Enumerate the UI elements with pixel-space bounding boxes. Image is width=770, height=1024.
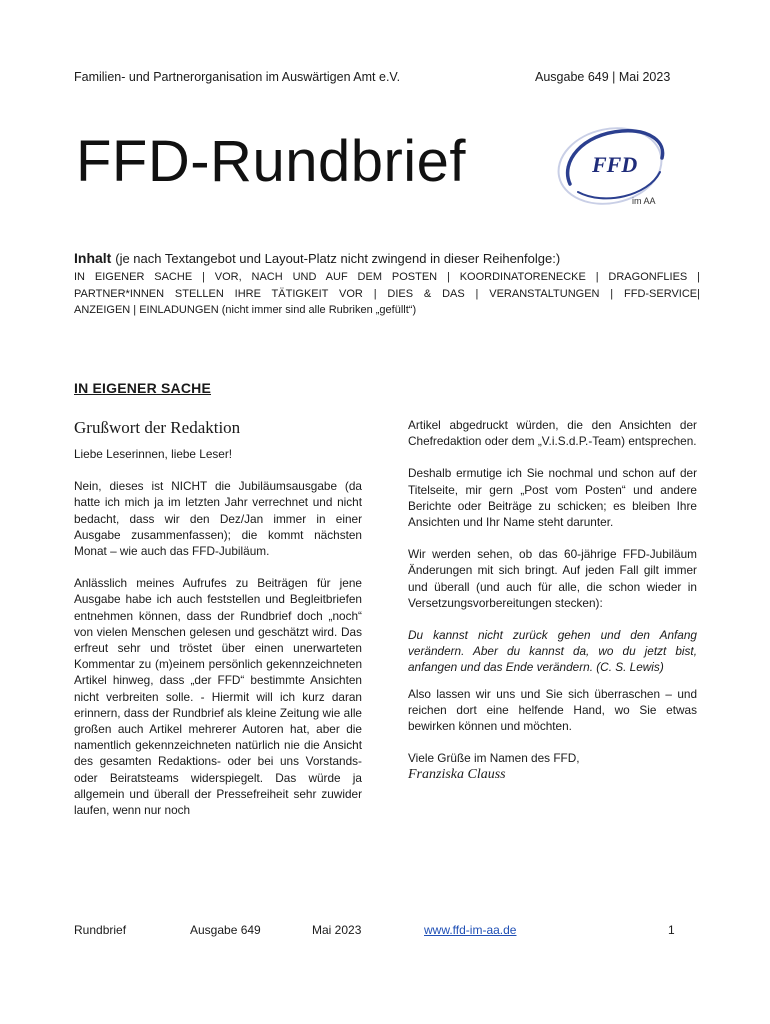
quote: Du kannst nicht zurück gehen und den Anfang verändern. Aber du kannst da, wo du jetzt bist, anfangen und das Ende verändern. (C. S. Lewis) [408,628,697,675]
table-of-contents [74,248,700,319]
toc-note: (je nach Textangebot und Layout-Platz nicht zwingend in dieser Reihenfolge:) [115,251,561,266]
signature: Franziska Clauss [408,767,506,783]
article-paragraph: Deshalb ermutige ich Sie nochmal und schon auf der Titelseite, mir gern „Post vom Posten“ und andere Berichte oder Beiträge zu schicken; es bleiben Ihre Ansichten und Ihr Name steht darunter. [408,466,697,530]
toc-lead [74,248,700,269]
article-right-column [408,417,697,784]
footer-website-link[interactable]: www.ffd-im-aa.de [424,923,517,937]
header-issue: Ausgabe 649 | Mai 2023 [535,70,671,84]
toc-label: Inhalt [74,250,112,266]
logo-subtext: im AA [632,196,656,206]
closing-paragraph: Also lassen wir uns und Sie sich überraschen – und reichen dort eine helfende Hand, wo Sie etwas bewirken können und möchten. [408,686,697,734]
article-left-column [74,418,362,834]
header-organization: Familien- und Partnerorganisation im Auswärtigen Amt e.V. [74,70,401,84]
toc-sections-line-2: PARTNER*INNEN STELLEN IHRE TÄTIGKEIT VOR | DIES & DAS | VERANSTALTUNGEN | FFD-SERVICE| [74,287,700,300]
ffd-logo [552,122,678,214]
article-paragraph: Artikel abgedruckt würden, die den Ansichten der Chefredaktion oder dem „V.i.S.d.P.-Team) entsprechen. [408,418,697,449]
logo-text: FFD [592,152,638,177]
article-paragraph: Nein, dieses ist NICHT die Jubiläumsausgabe (da hatte ich mich ja im letzten Jahr verrechnet und nicht bedacht, dass wir den Dez/Jan immer in einer Ausgabe zusammenfassen); die kommt nächsten Monat – wie auch das FFD-Jubiläum. [74,479,362,559]
footer-name: Rundbrief [74,923,127,937]
page-title: FFD-Rundbrief [76,129,467,194]
greeting-block [408,750,697,783]
article-paragraph: Wir werden sehen, ob das 60-jährige FFD-Jubiläum Änderungen mit sich bringt. Auf jeden Fall gilt immer und überall (und auch für alle, die schon wieder in Versetzungsvorbereitungen stecken): [408,547,697,610]
page-number: 1 [668,923,675,937]
toc-sections-line-1: IN EIGENER SACHE | VOR, NACH UND AUF DEM POSTEN | KOORDINATORENECKE | DRAGONFLIES | [74,271,700,283]
footer-issue: Ausgabe 649 [190,923,261,937]
article-title: Grußwort der Redaktion [74,418,241,437]
toc-sections-line-3: ANZEIGEN | EINLADUNGEN (nicht immer sind alle Rubriken „gefüllt“) [74,304,417,316]
article-paragraph: Anlässlich meines Aufrufes zu Beiträgen für jene Ausgabe habe ich auch feststellen und Begleitbriefen entnehmen können, dass der Rundbrief doch „noch“ von vielen Menschen gelesen und geschätzt wird. Das erfreut sehr und tröstet über einen unerwarteten Kommentar zu (m)einem persönlich gekennzeichneten Artikel hinweg, dass „der FFD“ bestimmte Ansichten nicht verbreiten solle. - Hiermit will ich kurz daran erinnern, dass der Rundbrief als kleine Zeitung wie alle großen auch Artikel mehrerer Autoren hat, aber die namentlich gekennzeichneten natürlich nie die Ansicht des gesamten Redaktions- oder bei uns Vorstands- oder Beiratsteams widerspiegelt. Das würde ja allgemein und überall der Pressefreiheit sehr zuwider laufen, wenn nur noch [74,576,362,818]
section-heading: IN EIGENER SACHE [74,380,211,396]
greeting: Viele Grüße im Namen des FFD, [408,751,580,766]
footer-date: Mai 2023 [312,923,362,937]
salutation: Liebe Leserinnen, liebe Leser! [74,447,233,461]
